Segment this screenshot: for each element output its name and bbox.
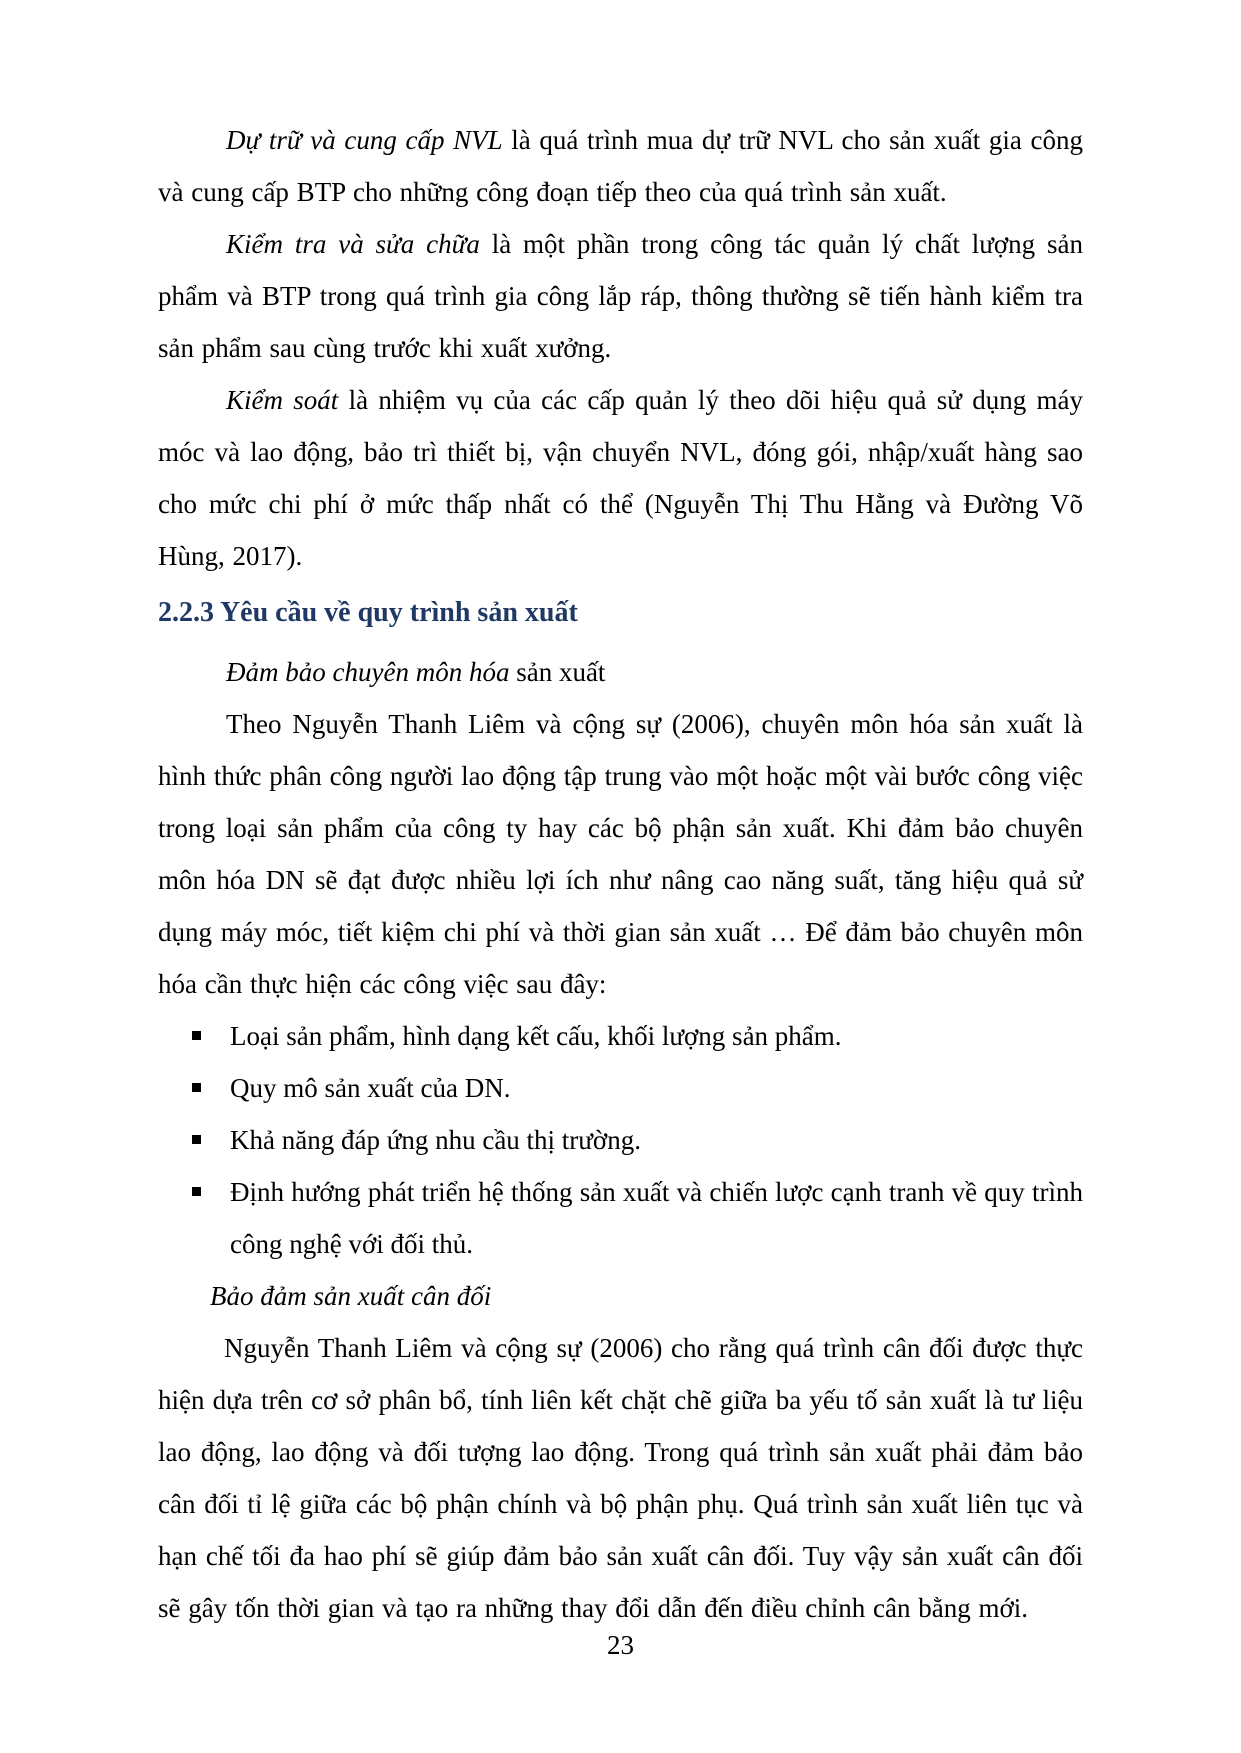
paragraph-nguyen-thanh-liem-can-doi: Nguyễn Thanh Liêm và cộng sự (2006) cho rằng quá trình cân đối được thực hiện dựa trên cơ sở phân bổ, tính liên kết chặt chẽ giữa ba yếu tố sản xuất là tư liệu lao động, lao động và đối tượng lao động. Trong quá trình sản xuất phải đảm bảo cân đối tỉ lệ giữa các bộ phận chính và bộ phận phụ. Quá trình sản xuất liên tục và hạn chế tối đa hao phí sẽ giúp đảm bảo sản xuất cân đối. Tuy vậy sản xuất cân đối sẽ gây tốn thời gian và tạo ra những thay đổi dẫn đến điều chỉnh cân bằng mới. <box>158 1333 1083 1623</box>
list-item-text: Khả năng đáp ứng nhu cầu thị trường. <box>230 1125 641 1155</box>
paragraph-kiem-tra-va-sua-chua <box>158 218 1083 374</box>
list-item-text: Định hướng phát triển hệ thống sản xuất và chiến lược cạnh tranh về quy trình công nghệ với đối thủ. <box>230 1177 1083 1259</box>
list-item <box>158 1010 1083 1062</box>
paragraph-lead-italic: Kiểm tra và sửa chữa <box>226 229 480 259</box>
paragraph-kiem-soat <box>158 374 1083 582</box>
section-heading-223: 2.2.3 Yêu cầu về quy trình sản xuất <box>158 597 578 628</box>
list-item <box>158 1166 1083 1270</box>
list-item-text: Quy mô sản xuất của DN. <box>230 1073 511 1103</box>
paragraph-body-text: là nhiệm vụ của các cấp quản lý theo dõi hiệu quả sử dụng máy móc và lao động, bảo trì thiết bị, vận chuyển NVL, đóng gói, nhập/xuất hàng sao cho mức chi phí ở mức thấp nhất có thể (Nguyễn Thị Thu Hằng và Đường Võ Hùng, 2017). <box>158 385 1083 571</box>
page-number: 23 <box>607 1630 634 1660</box>
paragraph-body-text: là quá trình mua dự trữ NVL cho sản xuất gia công và cung cấp BTP cho những công đoạn tiếp theo của quá trình sản xuất. <box>158 125 1083 207</box>
list-item-text: Loại sản phẩm, hình dạng kết cấu, khối lượng sản phẩm. <box>230 1021 842 1051</box>
subheading-normal-part: sản xuất <box>509 657 606 687</box>
paragraph-lead-italic: Kiểm soát <box>226 385 339 415</box>
subheading-bao-dam-san-xuat-can-doi: Bảo đảm sản xuất cân đối <box>210 1281 492 1311</box>
square-bullet-icon <box>192 1187 201 1196</box>
square-bullet-icon <box>192 1135 201 1144</box>
list-item <box>158 1062 1083 1114</box>
subheading-italic-part: Đảm bảo chuyên môn hóa <box>226 657 510 687</box>
square-bullet-icon <box>192 1031 201 1040</box>
bullet-list <box>158 1010 1083 1270</box>
paragraph-body-text: là một phần trong công tác quản lý chất lượng sản phẩm và BTP trong quá trình gia công lắp ráp, thông thường sẽ tiến hành kiểm tra sản phẩm sau cùng trước khi xuất xưởng. <box>158 229 1083 363</box>
paragraph-theo-nguyen-thanh-liem: Theo Nguyễn Thanh Liêm và cộng sự (2006), chuyên môn hóa sản xuất là hình thức phân công người lao động tập trung vào một hoặc một vài bước công việc trong loại sản phẩm của công ty hay các bộ phận sản xuất. Khi đảm bảo chuyên môn hóa DN sẽ đạt được nhiều lợi ích như nâng cao năng suất, tăng hiệu quả sử dụng máy móc, tiết kiệm chi phí và thời gian sản xuất … Để đảm bảo chuyên môn hóa cần thực hiện các công việc sau đây: <box>158 709 1083 999</box>
paragraph-du-tru-va-cung-cap <box>158 114 1083 218</box>
square-bullet-icon <box>192 1083 201 1092</box>
subheading-chuyen-mon-hoa <box>158 646 1083 698</box>
list-item <box>158 1114 1083 1166</box>
paragraph-lead-italic: Dự trữ và cung cấp NVL <box>226 125 503 155</box>
